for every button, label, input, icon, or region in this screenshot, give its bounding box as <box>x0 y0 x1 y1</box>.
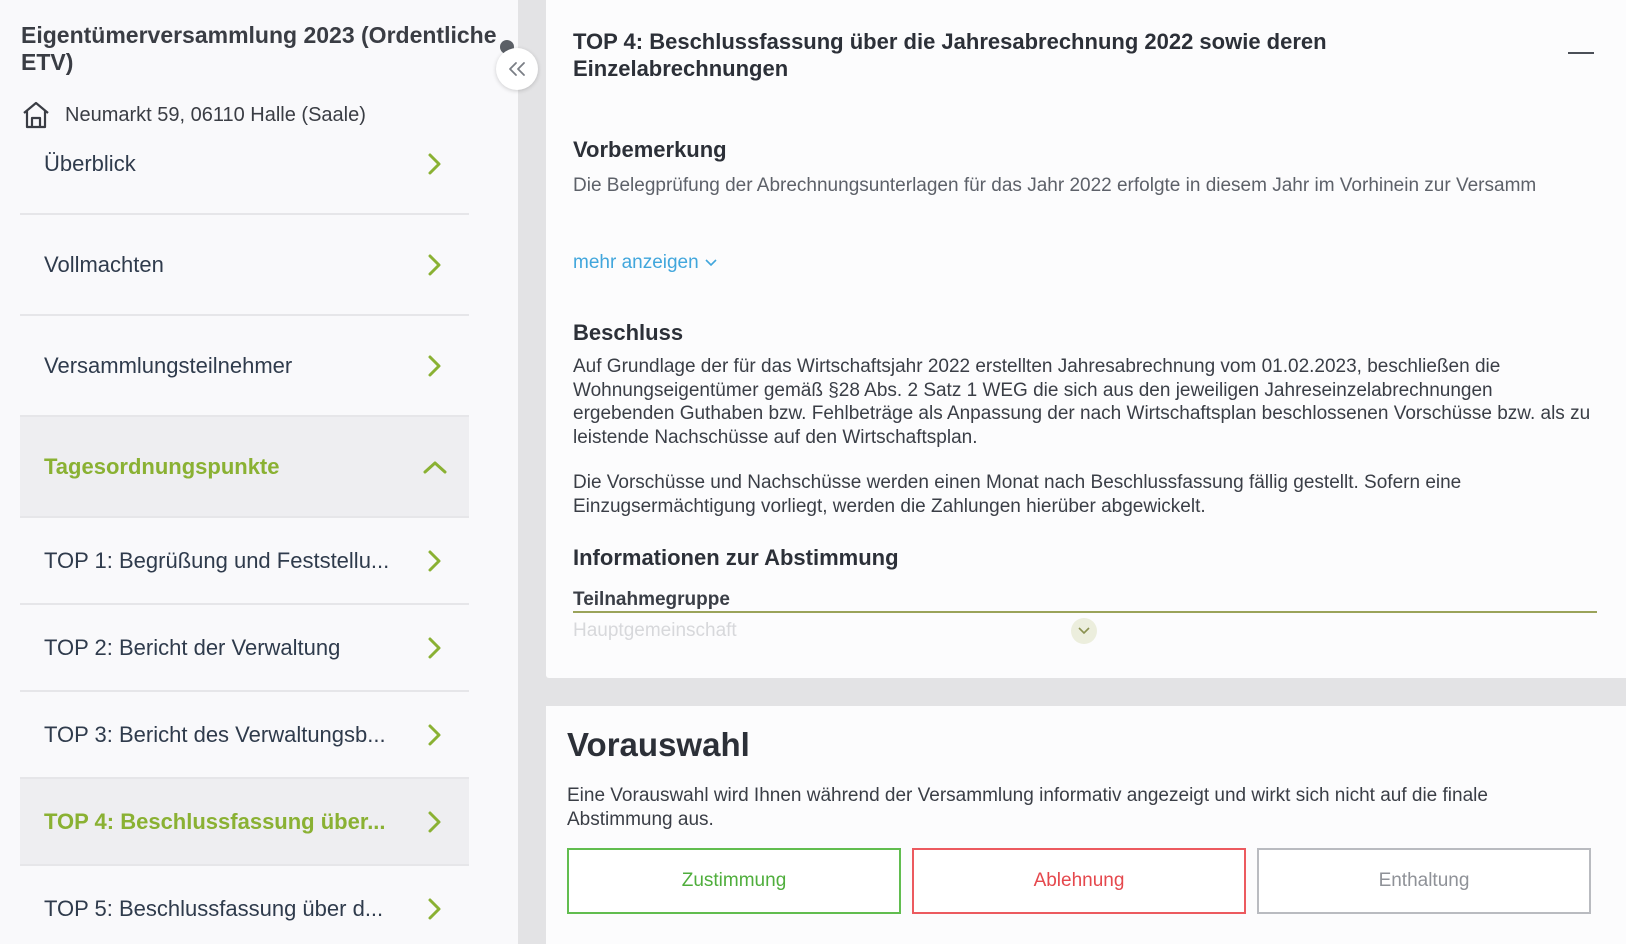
assembly-title: Eigentümerversammlung 2023 (Ordentliche ETV) <box>21 22 497 75</box>
dropdown-toggle[interactable] <box>1071 618 1097 644</box>
collapse-sidebar-button[interactable] <box>496 48 538 90</box>
participation-group-label: Teilnahmegruppe <box>573 589 730 610</box>
sidebar-item-tagesordnungspunkte[interactable] <box>20 417 469 518</box>
sidebar-item-ueberblick[interactable] <box>20 114 469 215</box>
preselection-heading: Vorauswahl <box>567 726 750 763</box>
participation-group-select[interactable]: Hauptgemeinschaft <box>573 620 737 641</box>
sidebar-item-top-5[interactable] <box>20 866 469 944</box>
chevron-up-icon <box>415 459 455 475</box>
vorbemerkung-text: Die Belegprüfung der Abrechnungsunterlagen für das Jahr 2022 erfolgte in diesem Jahr im Vorhinein zur Versamm <box>573 175 1537 196</box>
sidebar-item-label: Vollmachten <box>44 251 164 277</box>
chevron-down-icon <box>705 259 717 267</box>
sidebar-item-label: Versammlungsteilnehmer <box>44 352 293 378</box>
vorbemerkung-heading: Vorbemerkung <box>573 137 727 162</box>
sidebar-nav <box>20 114 469 944</box>
sidebar-item-top-3[interactable] <box>20 692 469 779</box>
sidebar-item-label: TOP 4: Beschlussfassung über... <box>44 808 386 834</box>
chevron-right-icon <box>415 152 455 176</box>
show-more-label: mehr anzeigen <box>573 252 699 273</box>
select-underline <box>573 611 1597 613</box>
chevron-right-icon <box>415 636 455 660</box>
chevron-right-icon <box>415 897 455 921</box>
sidebar-item-label: TOP 1: Begrüßung und Feststellu... <box>44 547 390 573</box>
sidebar-item-label: TOP 3: Bericht des Verwaltungsb... <box>44 721 386 747</box>
chevron-right-icon <box>415 549 455 573</box>
minimize-icon[interactable] <box>1568 52 1594 54</box>
show-more-link[interactable] <box>573 252 717 274</box>
sidebar-item-vollmachten[interactable] <box>20 215 469 316</box>
chevron-right-icon <box>415 354 455 378</box>
chevron-down-icon <box>1078 627 1090 635</box>
sidebar-item-label: TOP 2: Bericht der Verwaltung <box>44 634 341 660</box>
double-chevron-left-icon <box>508 61 526 77</box>
sidebar-item-versammlungsteilnehmer[interactable] <box>20 316 469 417</box>
agenda-item-title: TOP 4: Beschlussfassung über die Jahresabrechnung 2022 sowie deren Einzelabrechnungen <box>573 29 1327 81</box>
chevron-right-icon <box>415 723 455 747</box>
chevron-right-icon <box>415 810 455 834</box>
voting-info-heading: Informationen zur Abstimmung <box>573 545 899 570</box>
sidebar-item-top-1[interactable] <box>20 518 469 605</box>
reject-button[interactable]: Ablehnung <box>912 848 1246 914</box>
abstain-button[interactable]: Enthaltung <box>1257 848 1591 914</box>
sidebar-item-label: Überblick <box>44 150 136 176</box>
beschluss-paragraph-1: Auf Grundlage der für das Wirtschaftsjahr 2022 erstellten Jahresabrechnung vom 01.02.2023, beschließen die Wohnungseigentümer gemäß §28 Abs. 2 Satz 1 WEG die sich aus den jeweiligen Jahreseinzelabrechnungen ergebenden Guthaben bzw. Fehlbeträge als Anpassung der nach Wirtschaftsplan beschlossenen Vorschüsse bzw. als zu leistende Nachschüsse auf den Wirtschaftsplan. <box>573 356 1591 448</box>
preselection-description: Eine Vorauswahl wird Ihnen während der Versammlung informativ angezeigt und wirkt sich nicht auf die finale Abstimmung aus. <box>567 785 1488 830</box>
approve-button[interactable]: Zustimmung <box>567 848 901 914</box>
beschluss-heading: Beschluss <box>573 320 684 345</box>
address-text: Neumarkt 59, 06110 Halle (Saale) <box>65 103 366 126</box>
sidebar-item-label: Tagesordnungspunkte <box>44 453 280 479</box>
sidebar-item-top-2[interactable] <box>20 605 469 692</box>
agenda-item-card <box>546 0 1626 678</box>
sidebar <box>0 0 518 944</box>
preselection-card <box>546 706 1626 944</box>
beschluss-paragraph-2: Die Vorschüsse und Nachschüsse werden einen Monat nach Beschlussfassung fällig gestellt. Sofern eine Einzugsermächtigung vorliegt, werden die Zahlungen hierüber abgewickelt. <box>573 472 1462 517</box>
chevron-right-icon <box>415 253 455 277</box>
sidebar-item-top-4[interactable] <box>20 779 469 866</box>
sidebar-item-label: TOP 5: Beschlussfassung über d... <box>44 895 384 921</box>
